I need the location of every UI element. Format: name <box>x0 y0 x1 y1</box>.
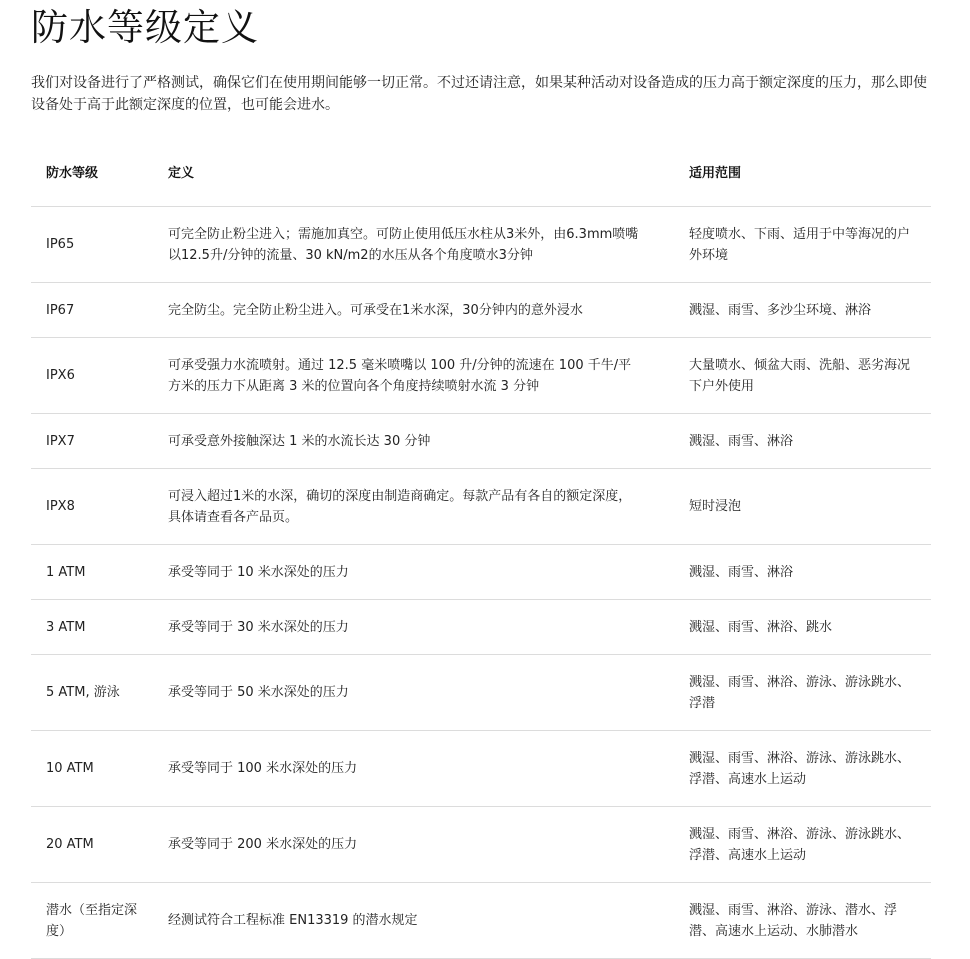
cell-rating: 潜水（至指定深度） <box>31 883 153 959</box>
cell-scope: 轻度喷水、下雨、适用于中等海况的户外环境 <box>674 207 931 283</box>
cell-definition: 承受等同于 10 米水深处的压力 <box>153 545 674 600</box>
table-row <box>31 545 931 600</box>
cell-definition: 可承受强力水流喷射。通过 12.5 毫米喷嘴以 100 升/分钟的流速在 100 千牛/平方米的压力下从距离 3 米的位置向各个角度持续喷射水流 3 分钟 <box>153 338 674 414</box>
cell-definition: 承受等同于 200 米水深处的压力 <box>153 807 674 883</box>
table-row <box>31 807 931 883</box>
cell-scope: 溅湿、雨雪、淋浴、游泳、游泳跳水、浮潜、高速水上运动 <box>674 807 931 883</box>
cell-rating: IPX8 <box>31 469 153 545</box>
table-row <box>31 338 931 414</box>
cell-definition: 完全防尘。完全防止粉尘进入。可承受在1米水深，30分钟内的意外浸水 <box>153 283 674 338</box>
cell-definition: 可承受意外接触深达 1 米的水流长达 30 分钟 <box>153 414 674 469</box>
cell-definition: 经测试符合工程标准 EN13319 的潜水规定 <box>153 883 674 959</box>
header-definition: 定义 <box>153 136 674 207</box>
cell-scope: 溅湿、雨雪、淋浴、游泳、游泳跳水、浮潜、高速水上运动 <box>674 731 931 807</box>
cell-scope: 溅湿、雨雪、淋浴 <box>674 545 931 600</box>
waterproof-rating-table <box>31 136 931 959</box>
cell-rating: IPX6 <box>31 338 153 414</box>
page-content <box>31 0 931 959</box>
table-row <box>31 469 931 545</box>
cell-rating: 3 ATM <box>31 600 153 655</box>
cell-definition: 可完全防止粉尘进入；需施加真空。可防止使用低压水柱从3米外，由6.3mm喷嘴以12.5升/分钟的流量、30 kN/m2的水压从各个角度喷水3分钟 <box>153 207 674 283</box>
cell-rating: 20 ATM <box>31 807 153 883</box>
cell-definition: 承受等同于 30 米水深处的压力 <box>153 600 674 655</box>
cell-scope: 溅湿、雨雪、淋浴 <box>674 414 931 469</box>
cell-rating: 1 ATM <box>31 545 153 600</box>
table-row <box>31 655 931 731</box>
cell-definition: 可浸入超过1米的水深，确切的深度由制造商确定。每款产品有各自的额定深度，具体请查看各产品页。 <box>153 469 674 545</box>
cell-scope: 溅湿、雨雪、淋浴、游泳、游泳跳水、浮潜 <box>674 655 931 731</box>
table-row <box>31 207 931 283</box>
table-header-row <box>31 136 931 207</box>
page-title: 防水等级定义 <box>31 6 259 49</box>
cell-scope: 溅湿、雨雪、淋浴、游泳、潜水、浮潜、高速水上运动、水肺潜水 <box>674 883 931 959</box>
cell-rating: 10 ATM <box>31 731 153 807</box>
cell-rating: IPX7 <box>31 414 153 469</box>
table-row <box>31 283 931 338</box>
cell-definition: 承受等同于 100 米水深处的压力 <box>153 731 674 807</box>
cell-scope: 短时浸泡 <box>674 469 931 545</box>
header-rating: 防水等级 <box>31 136 153 207</box>
table-row <box>31 731 931 807</box>
table-row <box>31 883 931 959</box>
cell-scope: 溅湿、雨雪、多沙尘环境、淋浴 <box>674 283 931 338</box>
cell-rating: 5 ATM, 游泳 <box>31 655 153 731</box>
header-scope: 适用范围 <box>674 136 931 207</box>
cell-scope: 大量喷水、倾盆大雨、洗船、恶劣海况下户外使用 <box>674 338 931 414</box>
table-row <box>31 600 931 655</box>
cell-rating: IP65 <box>31 207 153 283</box>
cell-rating: IP67 <box>31 283 153 338</box>
table-row <box>31 414 931 469</box>
cell-scope: 溅湿、雨雪、淋浴、跳水 <box>674 600 931 655</box>
cell-definition: 承受等同于 50 米水深处的压力 <box>153 655 674 731</box>
intro-paragraph: 我们对设备进行了严格测试，确保它们在使用期间能够一切正常。不过还请注意，如果某种活动对设备造成的压力高于额定深度的压力，那么即使设备处于高于此额定深度的位置，也可能会进水。 <box>31 75 927 113</box>
